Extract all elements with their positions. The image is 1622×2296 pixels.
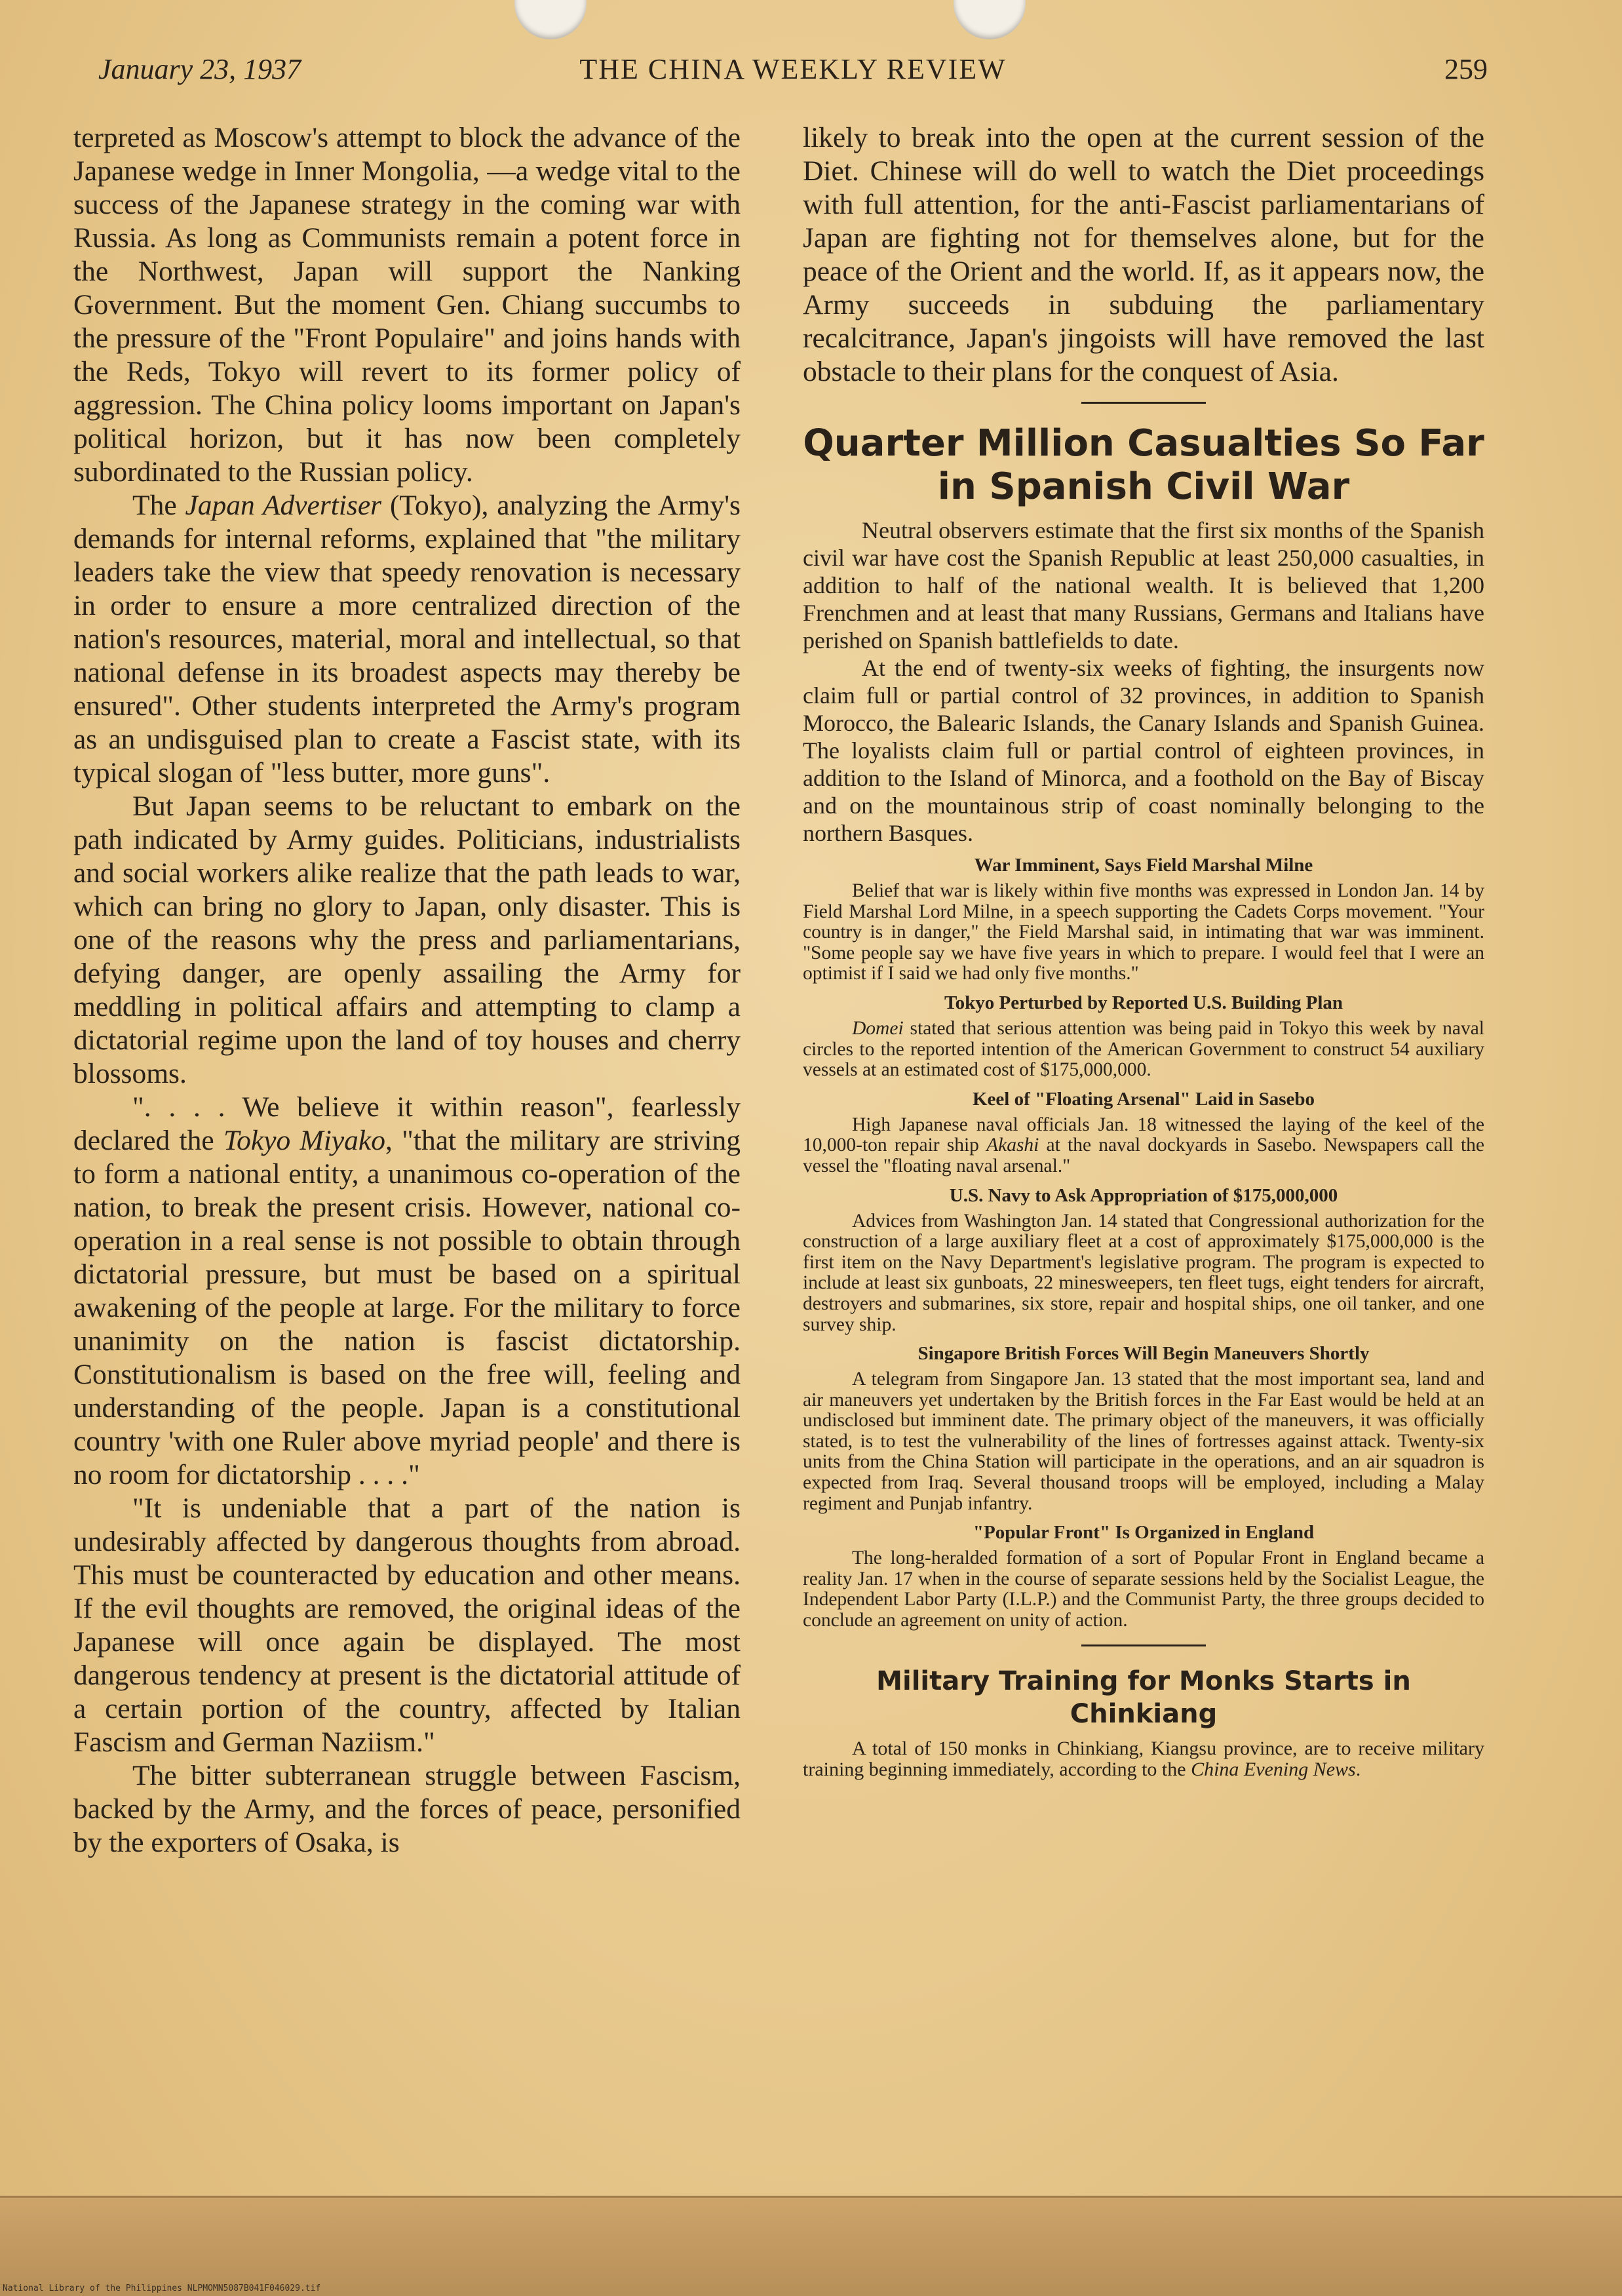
punch-hole bbox=[514, 0, 587, 39]
page-header bbox=[98, 52, 1488, 92]
brief-headline: Keel of "Floating Arsenal" Laid in Sasebo bbox=[972, 1088, 1315, 1110]
brief-text: Domei stated that serious attention was being paid in Tokyo this week by naval circles to the reported intention of the American Government to construct 54 auxiliary vessels at an estimated cost of $175,000,000. bbox=[803, 1017, 1484, 1081]
right-column bbox=[803, 121, 1484, 1780]
left-paragraph: But Japan seems to be reluctant to embark on the path indicated by Army guides. Politicians, industrialists and social workers alike realize that the path leads to war, which can bring no glory to Japan, only disaster. This is one of the reasons why the press and parliamentarians, defying danger, are openly assailing the Army for meddling in political affairs and attempting to clamp a dictatorial regime upon the land of toy houses and cherry blossoms. bbox=[73, 790, 741, 1089]
article-headline: Military Training for Monks Starts in Chinkiang bbox=[876, 1665, 1411, 1729]
page-number: 259 bbox=[1444, 53, 1488, 85]
publication-name: Tokyo Miyako bbox=[223, 1125, 385, 1156]
left-column bbox=[73, 121, 741, 1859]
left-paragraph: The bitter subterranean struggle between Fascism, backed by the Army, and the forces of peace, personified by the exporters of Osaka, is bbox=[73, 1760, 741, 1858]
left-paragraph: The Japan Advertiser (Tokyo), analyzing the Army's demands for internal reforms, explained that "the military leaders take the view that speedy renovation is necessary in order to ensure a more centralized direction of the nation's resources, material, moral and intellectual, so that national defense in its broadest aspects may thereby be ensured". Other students interpreted the Army's program as an undisguised plan to create a Fascist state, with its typical slogan of "less butter, more guns". bbox=[73, 490, 741, 788]
article-paragraph: Neutral observers estimate that the first six months of the Spanish civil war have cost the Spanish Republic at least 250,000 casualties, in addition to half of the national wealth. It is believed that 1,200 Frenchmen and at least that many Russians, Germans and Italians have perished on Spanish battlefields to date. bbox=[803, 517, 1484, 653]
left-paragraph: terpreted as Moscow's attempt to block the advance of the Japanese wedge in Inner Mongolia, —a wedge vital to the success of the Japanese strategy in the coming war with Russia. As long as Communists remain a potent force in the Northwest, Japan will support the Nanking Government. But the moment Gen. Chiang succumbs to the pressure of the "Front Populaire" and joins hands with the Reds, Tokyo will revert to its former policy of aggression. The China policy looms important on Japan's political horizon, but it has now been completely subordinated to the Russian policy. bbox=[73, 122, 741, 488]
publication-name: Japan Advertiser bbox=[185, 490, 382, 521]
brief-text: High Japanese naval officials Jan. 18 witnessed the laying of the keel of the 10,000-ton repair ship Akashi at the naval dockyards in Sasebo. Newspapers call the vessel the "floating naval arsenal." bbox=[803, 1114, 1484, 1177]
brief-headline: War Imminent, Says Field Marshal Milne bbox=[974, 855, 1313, 876]
page-fold-strip bbox=[0, 2196, 1622, 2296]
header-date: January 23, 1937 bbox=[98, 53, 301, 85]
article-headline: Quarter Million Casualties So Far in Spanish Civil War bbox=[803, 422, 1484, 508]
brief-text: The long-heralded formation of a sort of Popular Front in England became a reality Jan. 17 when in the course of separate sessions held by the Socialist League, the Independent Labor Party (I.L.P.) and the Communist Party, the three groups decided to conclude an agreement on unity of action. bbox=[803, 1547, 1484, 1631]
brief-headline: Singapore British Forces Will Begin Maneuvers Shortly bbox=[917, 1343, 1370, 1365]
section-divider bbox=[1081, 402, 1206, 404]
brief-text: A telegram from Singapore Jan. 13 stated that the most important sea, land and air maneuvers yet undertaken by the British forces in the Far East would be held at an undisclosed but imminent date. The primary object of the maneuvers, it was officially stated, is to test the vulnerability of the lines of fortresses against attack. Twenty-six units from the China Station will participate in the operations, and an air squadron is expected from Iraq. Several thousand troops will be employed, including a Malay regiment and Punjab infantry. bbox=[803, 1369, 1484, 1514]
section-divider bbox=[1081, 1644, 1206, 1646]
left-paragraph: "It is undeniable that a part of the nation is undesirably affected by dangerous thoughts from abroad. This must be counteracted by education and other means. If the evil thoughts are removed, the original ideas of the Japanese will once again be displayed. The most dangerous tendency at present is the dictatorial attitude of a certain portion of the country, affected by Italian Fascism and German Naziism." bbox=[73, 1492, 741, 1758]
brief-text: Advices from Washington Jan. 14 stated that Congressional authorization for the construction of a large auxiliary fleet at a cost of approximately $175,000,000 is the first item on the Navy Department's legislative program. The program is expected to include at least six gunboats, 22 minesweepers, ten fleet tugs, eight tenders for aircraft, destroyers and submarines, six store, repair and hospital ships, one oil tanker, and one survey ship. bbox=[803, 1210, 1484, 1335]
punch-hole bbox=[954, 0, 1026, 39]
brief-headline: "Popular Front" Is Organized in England bbox=[973, 1522, 1315, 1544]
brief-headline: U.S. Navy to Ask Appropriation of $175,000,000 bbox=[949, 1184, 1338, 1206]
scan-credit: National Library of the Philippines NLPMOMN5087B041F046029.tif bbox=[3, 2284, 321, 2293]
continuation-paragraph: likely to break into the open at the current session of the Diet. Chinese will do well to watch the Diet proceedings with full attention, for the anti-Fascist parliamentarians of Japan are fighting not for themselves alone, but for the peace of the Orient and the world. If, as it appears now, the Army succeeds in subduing the parliamentary recalcitrance, Japan's jingoists will have removed the last obstacle to their plans for the conquest of Asia. bbox=[803, 122, 1484, 387]
brief-text: Belief that war is likely within five months was expressed in London Jan. 14 by Field Marshal Lord Milne, in a speech supporting the Cadets Corps movement. "Your country is in danger," the Field Marshal said, in intimating that war was imminent. "Some people say we have five years in which to prepare. I would feel that I were an optimist if I said we had only five months." bbox=[803, 880, 1484, 984]
publication-title: THE CHINA WEEKLY REVIEW bbox=[579, 53, 1007, 85]
article-paragraph: At the end of twenty-six weeks of fighting, the insurgents now claim full or partial control of 32 provinces, in addition to Spanish Morocco, the Balearic Islands, the Canary Islands and Spanish Guinea. The loyalists claim full or partial control of eighteen provinces, in addition to the Island of Minorca, and a foothold on the Bay of Biscay and on the mountainous strip of coast nominally belonging to the northern Basques. bbox=[803, 655, 1484, 846]
brief-headline: Tokyo Perturbed by Reported U.S. Building Plan bbox=[944, 992, 1343, 1013]
article-paragraph: A total of 150 monks in Chinkiang, Kiangsu province, are to receive military training beginning immediately, according to the China Evening News. bbox=[803, 1737, 1484, 1780]
left-paragraph: ". . . . We believe it within reason", fearlessly declared the Tokyo Miyako, "that the military are striving to form a national entity, a unanimous co-operation of the nation, to break the present crisis. However, national co-operation in a real sense is not possible to obtain through dictatorial pressure, but must be based on a spiritual awakening of the people at large. For the military to force unanimity on the nation is fascist dictatorship. Constitutionalism is based on the free will, feeling and understanding of the people. Japan is a constitutional country 'with one Ruler above myriad people' and there is no room for dictatorship . . . ." bbox=[73, 1091, 741, 1490]
